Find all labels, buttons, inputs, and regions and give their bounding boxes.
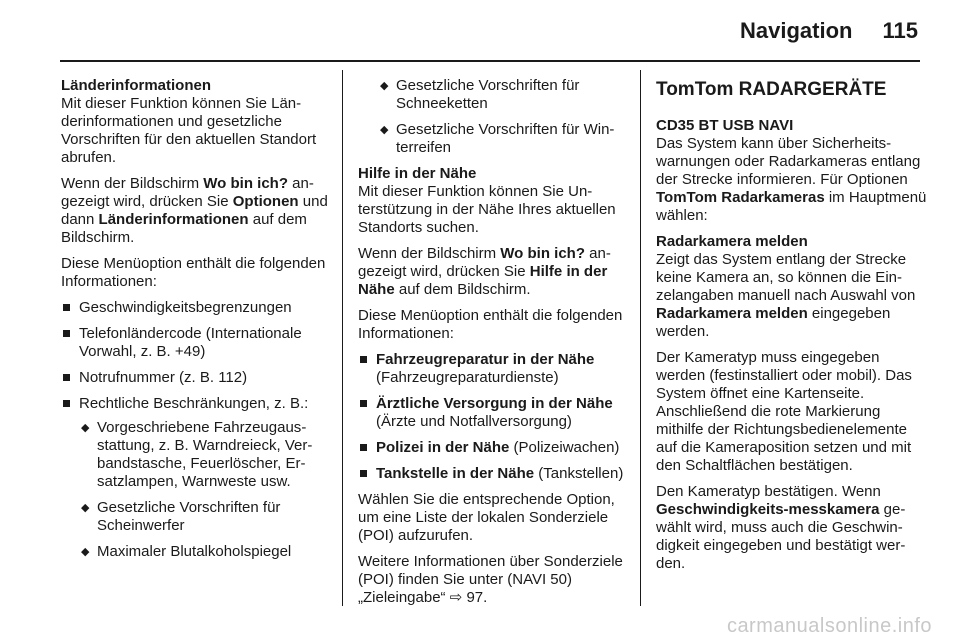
subheading-cd35: CD35 BT USB NAVI [656,117,794,134]
watermark: carmanualsonline.info [726,615,932,637]
paragraph: Der Kameratyp muss eingegeben werden (festinstalliert oder mobil). Das System öffnet eine Kartenseite. Anschließend die rote Markierung mithilfe der Richtungsbedienelemente auf die Kameraposition setzen und mit den Schaltflächen bestätigen. [656,349,912,474]
sub-list-item: ◆ Maximaler Blutalkoholspiegel [79,543,333,561]
subheading-radarkamera-melden: Radarkamera melden [656,233,808,250]
sub-bullet-list [378,77,630,157]
list-item: Polizei in der Nähe (Polizeiwachen) [358,439,630,457]
page-header-title: Navigation [740,18,853,43]
sub-list-item: ◆ Gesetzliche Vorschriften für Scheinwerfer [79,499,333,535]
section-title-tomtom-radargeraete: TomTom RADARGERÄTE [656,79,887,100]
column-divider-2 [640,70,641,606]
header-divider [60,60,920,62]
section-heading-hilfe-in-der-naehe: Hilfe in der Nähe [358,165,477,182]
paragraph: Diese Menüoption enthält die folgenden Informationen: [61,255,326,290]
sub-list-item: ◆ Vorgeschriebene Fahrzeugausstattung, z. B. Warndreieck, Verbandstasche, Feuerlöscher, Ersatzlampen, Warnweste usw. [79,419,333,491]
section-heading-laenderinformationen: Länderinformationen [61,77,212,94]
paragraph: Weitere Informationen über Sonderziele (POI) finden Sie unter (NAVI 50) „Zieleingabe“ ⇨ 97. [358,553,623,606]
column-2 [358,77,630,615]
list-item: Rechtliche Beschränkungen, z. B.: ◆ Vorgeschriebene Fahrzeugausstattung, z. B. Warndreieck, Verbandstasche, Feuerlöscher, Ersatzlampen, Warnweste usw. ◆ Gesetzliche Vorschriften für Scheinwerfer ◆ Maximaler Blutalkoholspiegel [61,395,333,561]
paragraph: Diese Menüoption enthält die folgenden Informationen: [358,307,623,342]
paragraph: Wählen Sie die entsprechende Option, um eine Liste der lokalen Sonderziele (POI) aufzurufen. [358,491,615,544]
paragraph: Das System kann über Sicherheitswarnungen oder Radarkameras entlang der Strecke informieren. Für Optionen TomTom Radarkameras im Hauptmenü wählen: [656,135,927,224]
paragraph: Wenn der Bildschirm Wo bin ich? angezeigt wird, drücken Sie Hilfe in der Nähe auf dem Bildschirm. [358,245,611,298]
sub-list-item: ◆ Gesetzliche Vorschriften für Winterreifen [378,121,630,157]
sub-bullet-list [79,419,333,561]
page-reference-link[interactable]: ⇨ 97. [449,589,488,606]
bullet-list [358,351,630,483]
list-item: Geschwindigkeitsbegrenzungen [61,299,333,317]
paragraph: Zeigt das System entlang der Strecke keine Kamera an, so können die Einzelangaben manuell nach Auswahl von Radarkamera melden eingegeben werden. [656,251,916,340]
list-item: Ärztliche Versorgung in der Nähe (Ärzte und Notfallversorgung) [358,395,630,431]
list-item: Telefonländercode (Internationale Vorwahl, z. B. +49) [61,325,333,361]
page-number: 115 [882,18,918,43]
paragraph: Mit dieser Funktion können Sie Unterstützung in der Nähe Ihres aktuellen Standorts suchen. [358,183,616,236]
column-1 [61,77,333,569]
list-item: Fahrzeugreparatur in der Nähe (Fahrzeugreparaturdienste) [358,351,630,387]
column-divider-1 [342,70,343,606]
column-3 [656,77,928,581]
paragraph: Den Kameratyp bestätigen. Wenn Geschwindigkeits-messkamera gewählt wird, muss auch die Geschwindigkeit eingegeben und bestätigt werden. [656,483,906,572]
list-item: Tankstelle in der Nähe (Tankstellen) [358,465,630,483]
bullet-list [61,299,333,561]
paragraph: Wenn der Bildschirm Wo bin ich? angezeigt wird, drücken Sie Optionen und dann Länderinformationen auf dem Bildschirm. [61,175,328,246]
paragraph: Mit dieser Funktion können Sie Länderinformationen und gesetzliche Vorschriften für den aktuellen Standort abrufen. [61,95,317,166]
sub-list-item: ◆ Gesetzliche Vorschriften für Schneeketten [378,77,630,113]
list-item: Notrufnummer (z. B. 112) [61,369,333,387]
